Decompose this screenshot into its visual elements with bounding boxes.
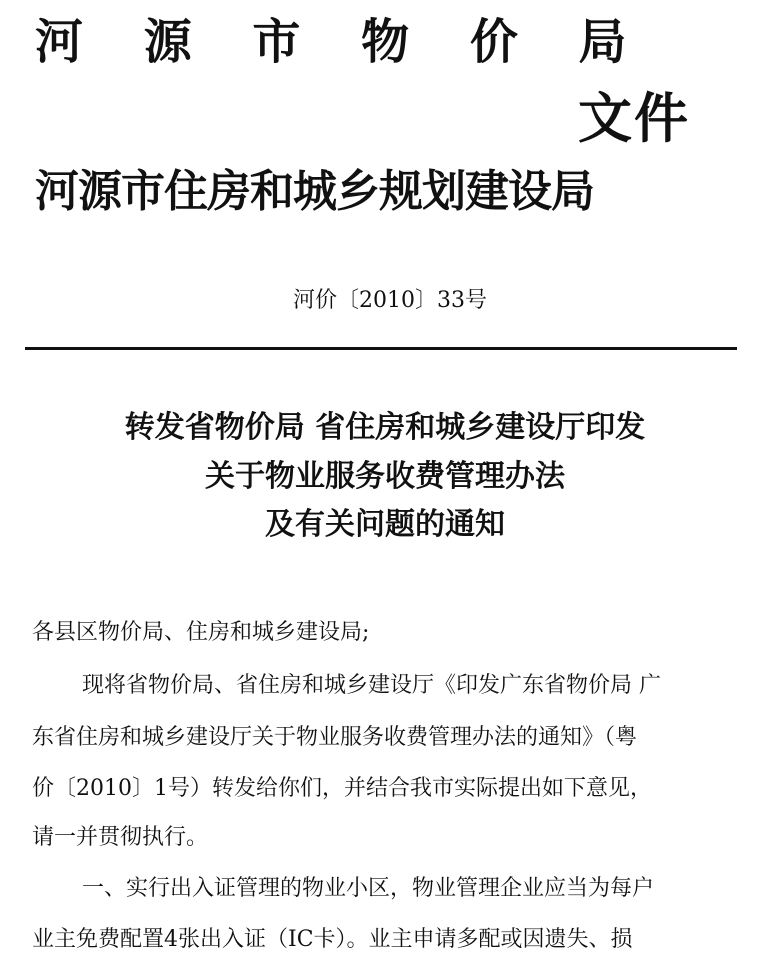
title-line-3: 及有关问题的通知 (265, 507, 505, 542)
paragraph-1-line-4: 请一并贯彻执行。 (32, 825, 209, 850)
salutation: 各县区物价局、住房和城乡建设局; (32, 620, 370, 645)
paragraph-2-line-2: 业主免费配置4张出入证（IC卡）。业主申请多配或因遗失、损 (32, 927, 633, 952)
title-line-2: 关于物业服务收费管理办法 (205, 459, 565, 494)
title-line-1: 转发省物价局 省住房和城乡建设厅印发 (124, 410, 646, 445)
document-number: 河价〔2010〕33号 (293, 288, 487, 313)
paragraph-2-line-1: 一、实行出入证管理的物业小区，物业管理企业应当为每户 (82, 876, 655, 901)
paragraph-1-line-3: 价〔2010〕1号）转发给你们，并结合我市实际提出如下意见， (32, 776, 652, 801)
paragraph-1-line-2: 东省住房和城乡建设厅关于物业服务收费管理办法的通知》（粤 (32, 725, 638, 750)
document-word: 文件 (578, 87, 690, 150)
header-divider (25, 347, 737, 350)
issuer-name-price-bureau: 河 源 市 物 价 局 (35, 14, 649, 70)
paragraph-1-line-1: 现将省物价局、省住房和城乡建设厅《印发广东省物价局 广 (82, 673, 661, 698)
issuer-name-housing-bureau: 河源市住房和城乡规划建设局 (35, 166, 594, 217)
